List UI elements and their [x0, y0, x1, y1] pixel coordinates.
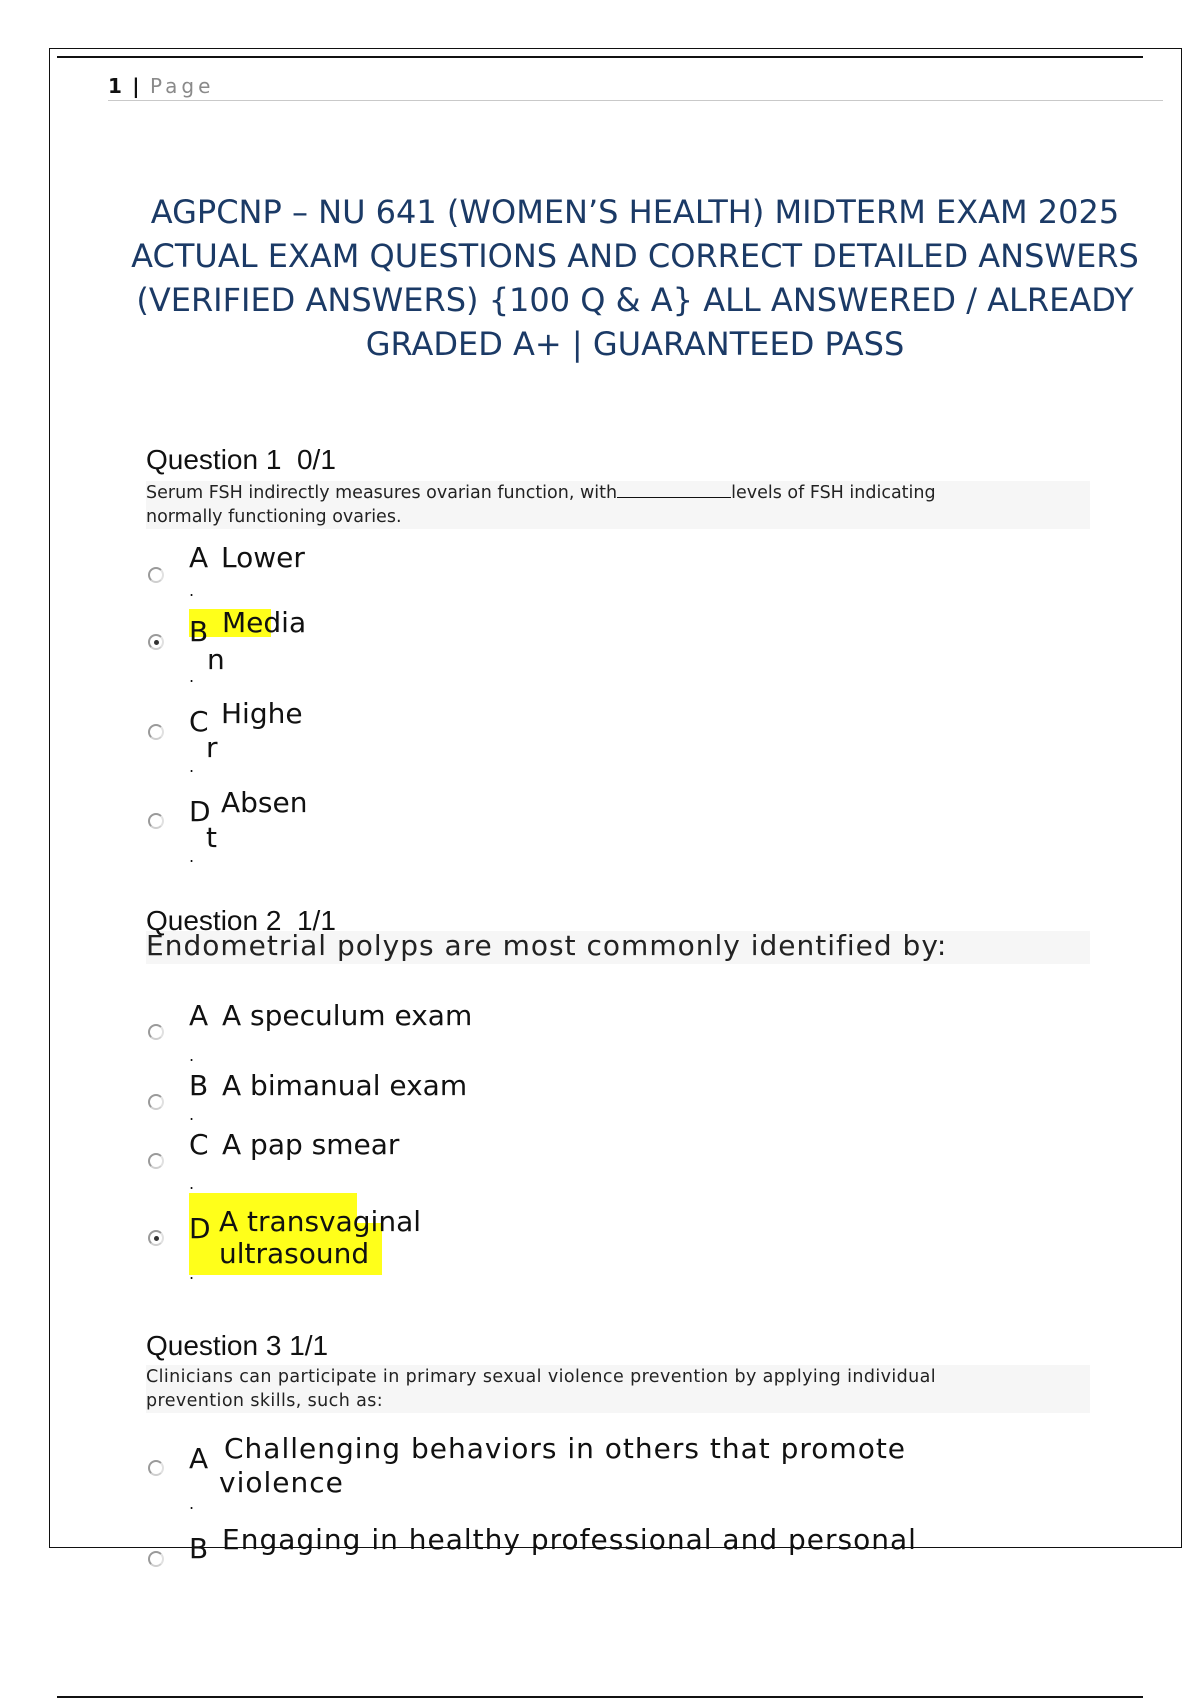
question-3-text-line-2: prevention skills, such as:	[146, 1391, 384, 1411]
question-1-option-b-radio[interactable]	[148, 634, 164, 650]
question-3-heading: Question 3 1/1	[146, 1330, 329, 1361]
page-label: Page	[149, 74, 215, 98]
question-2-option-d-letter: D	[189, 1212, 211, 1245]
question-1-option-d-label[interactable]: Absen	[221, 786, 308, 819]
question-3-text	[146, 1365, 1090, 1413]
question-2-option-b-label[interactable]: A bimanual exam	[222, 1069, 468, 1102]
question-2-option-c-label[interactable]: A pap smear	[222, 1128, 400, 1161]
question-2-option-c-dot: .	[189, 1174, 195, 1193]
question-3-option-b-radio[interactable]	[148, 1551, 164, 1567]
question-1-option-a-dot: .	[189, 581, 195, 600]
question-3-option-a-label[interactable]: Challenging behaviors in others that promote	[224, 1432, 907, 1465]
question-3-option-a-dot: .	[189, 1494, 195, 1513]
question-2-heading: Question 2 1/1	[146, 905, 336, 936]
document-title	[110, 190, 1160, 366]
question-1-text-after: levels of FSH indicating	[731, 483, 936, 503]
question-3-option-b-label[interactable]: Engaging in healthy professional and personal	[222, 1523, 917, 1556]
question-1-option-d-dot: .	[189, 847, 195, 866]
question-1-option-c-letter: C	[189, 705, 209, 738]
question-1-option-a-radio[interactable]	[148, 567, 164, 583]
fill-in-blank	[617, 481, 731, 498]
question-1-heading: Question 1 0/1	[146, 444, 336, 475]
title-line-3: (VERIFIED ANSWERS) {100 Q & A} ALL ANSWERED / ALREADY	[136, 281, 1134, 319]
question-2-option-b-radio[interactable]	[148, 1094, 164, 1110]
page-separator: |	[132, 74, 140, 98]
question-2-option-a-letter: A	[189, 999, 209, 1032]
question-2-option-b-letter: B	[189, 1069, 209, 1102]
question-2-option-b-dot: .	[189, 1105, 195, 1124]
question-1-option-c-label-wrap: r	[206, 731, 218, 764]
question-1-option-b-label-wrap: n	[207, 643, 225, 676]
question-2-option-d-label[interactable]: A transvaginal	[219, 1205, 422, 1238]
question-2-option-d-dot: .	[189, 1264, 195, 1283]
question-3-option-a-label-wrap: violence	[219, 1466, 344, 1499]
question-2-text: Endometrial polyps are most commonly identified by:	[146, 931, 1090, 964]
question-2-option-c-radio[interactable]	[148, 1153, 164, 1169]
question-2-option-a-dot: .	[189, 1046, 195, 1065]
question-1-option-c-radio[interactable]	[148, 724, 164, 740]
question-3-option-a-radio[interactable]	[148, 1460, 164, 1476]
question-1-option-d-label-wrap: t	[206, 821, 217, 854]
question-2-option-c-letter: C	[189, 1128, 209, 1161]
question-1-text-line-2: normally functioning ovaries.	[146, 507, 402, 527]
question-1-option-b-label[interactable]: Media	[222, 606, 307, 639]
question-1-option-b-dot: .	[189, 667, 195, 686]
question-3-option-a-letter: A	[189, 1442, 209, 1475]
question-2-option-d-radio[interactable]	[148, 1230, 164, 1246]
question-1-option-d-radio[interactable]	[148, 813, 164, 829]
question-1-option-c-label[interactable]: Highe	[221, 697, 303, 730]
question-1-text-before: Serum FSH indirectly measures ovarian function, with	[146, 483, 618, 503]
question-2-option-a-radio[interactable]	[148, 1024, 164, 1040]
question-1-option-c-dot: .	[189, 757, 195, 776]
page-header	[108, 74, 1163, 101]
question-1-option-d-letter: D	[189, 795, 211, 828]
question-1-text	[146, 481, 1090, 529]
title-line-2: ACTUAL EXAM QUESTIONS AND CORRECT DETAILED ANSWERS	[131, 237, 1139, 275]
question-2-option-a-label[interactable]: A speculum exam	[222, 999, 473, 1032]
question-3-option-b-letter: B	[189, 1532, 209, 1565]
page-number: 1	[108, 74, 122, 98]
question-2-option-d-label-wrap: ultrasound	[219, 1237, 370, 1270]
question-1-option-b-letter: B	[189, 615, 209, 648]
question-1-option-a-label[interactable]: Lower	[221, 541, 305, 574]
title-line-1: AGPCNP – NU 641 (WOMEN’S HEALTH) MIDTERM EXAM 2025	[150, 193, 1120, 231]
question-3-text-line-1: Clinicians can participate in primary sexual violence prevention by applying individual	[146, 1367, 936, 1387]
title-line-4: GRADED A+ | GUARANTEED PASS	[365, 325, 905, 363]
bottom-rule	[57, 1696, 1143, 1698]
question-1-option-a-letter: A	[189, 541, 209, 574]
